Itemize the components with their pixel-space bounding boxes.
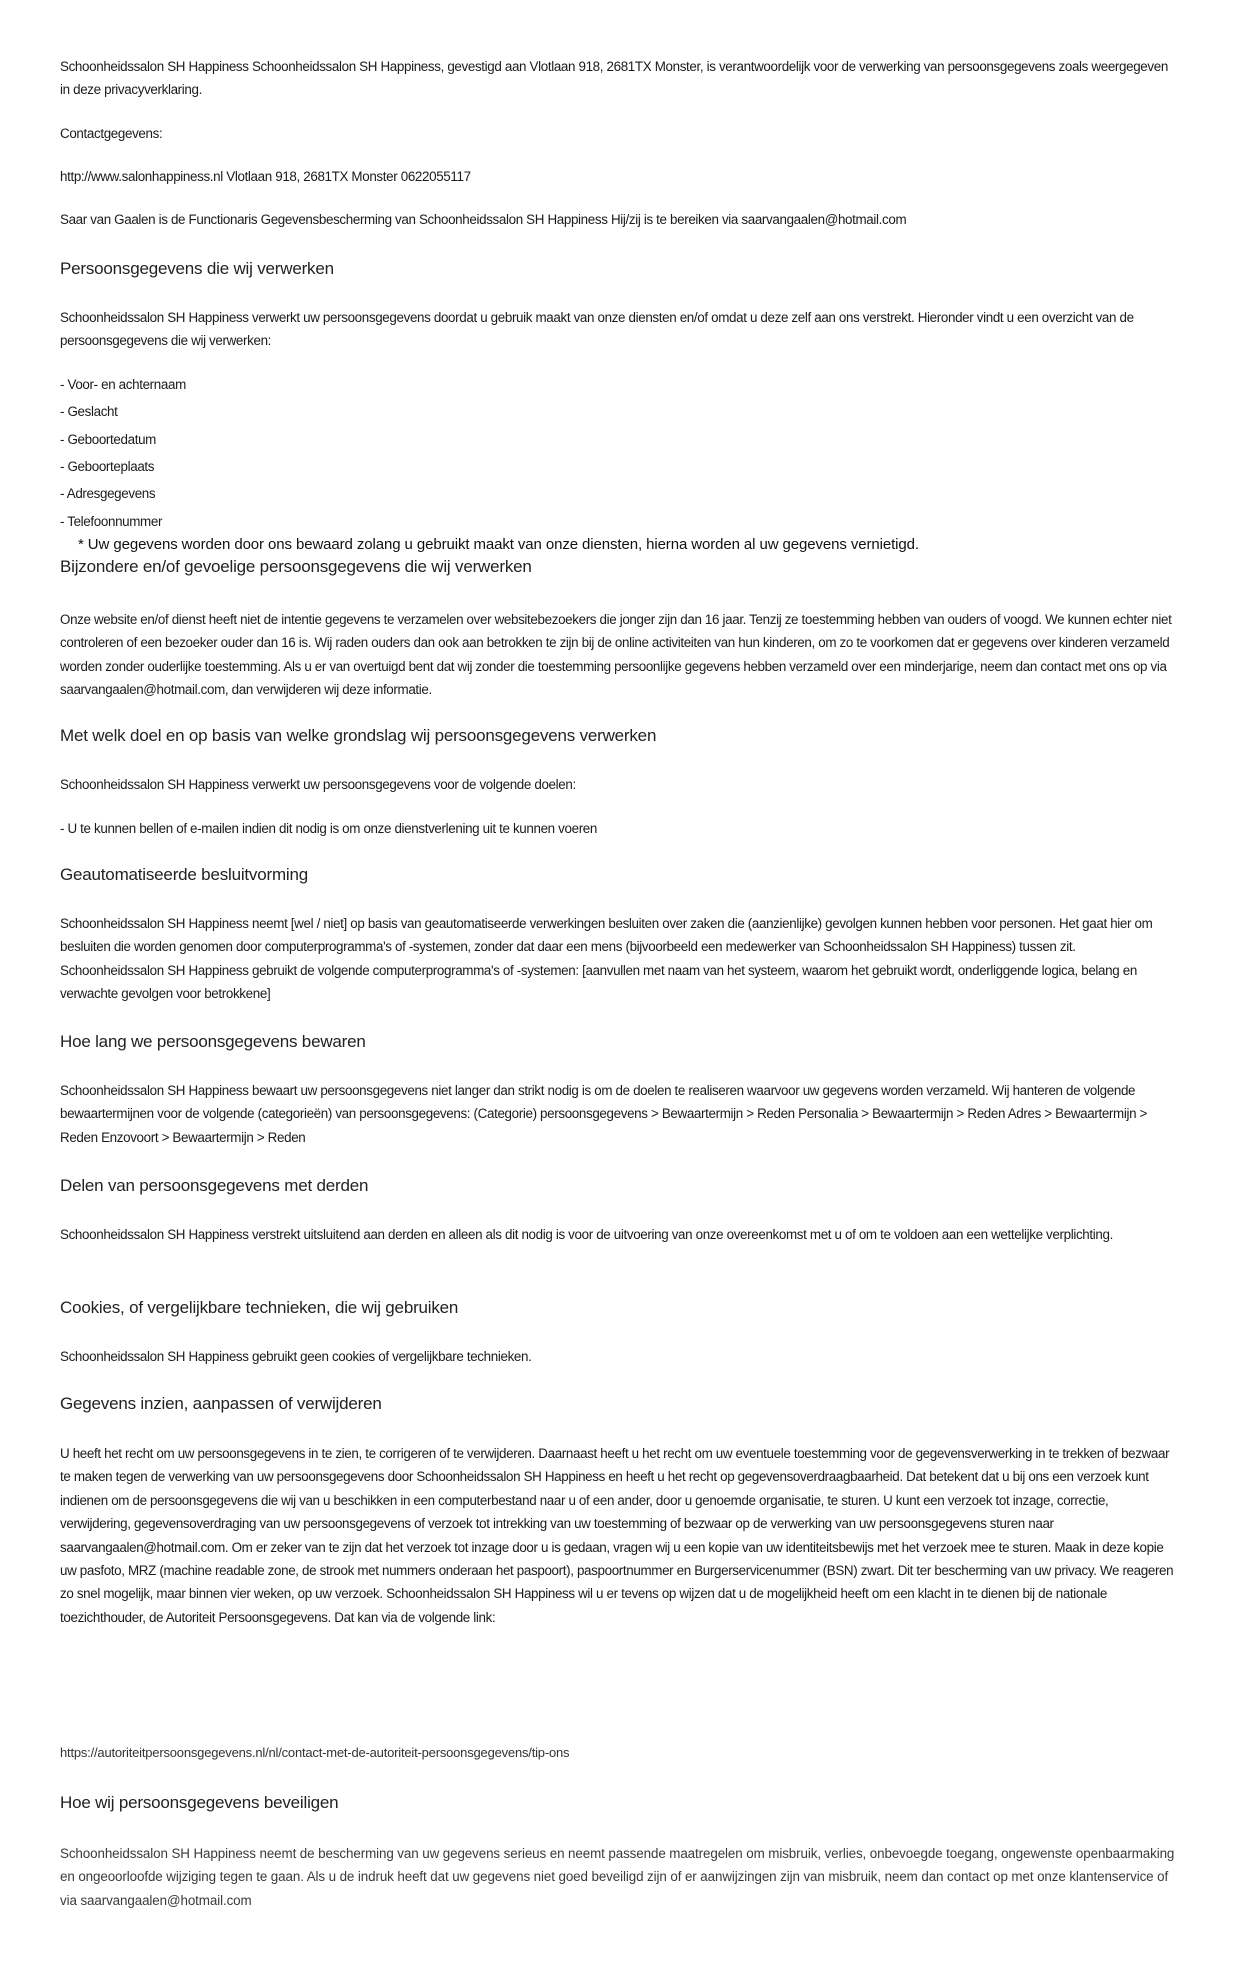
heading-automated-decisions: Geautomatiseerde besluitvorming bbox=[60, 865, 308, 884]
automated-decisions-paragraph: Schoonheidssalon SH Happiness neemt [wel / niet] op basis van geautomatiseerde verwerkingen besluiten over zaken die (aanzienlijke) gevolgen kunnen hebben voor personen. Het gaat hier om besluiten die worden genomen door computerprogramma's of -systemen, zonder dat daar een mens (bijvoorbeeld een medewerker van Schoonheidssalon SH Happiness) tussen zit. Schoonheidssalon SH Happiness gebruikt de volgende computerprogramma's of -systemen: [aanvullen met naam van het systeem, waarom het gebruikt wordt, onderliggende logica, belang en verwachte gevolgen voor betrokkene] bbox=[60, 916, 1153, 1002]
list-item: - Telefoonnummer bbox=[60, 514, 163, 529]
heading-security: Hoe wij persoonsgegevens beveiligen bbox=[60, 1793, 339, 1812]
list-item: - Voor- en achternaam bbox=[60, 377, 186, 392]
personal-data-paragraph: Schoonheidssalon SH Happiness verwerkt uw persoonsgegevens doordat u gebruik maakt van onze diensten en/of omdat u deze zelf aan ons verstrekt. Hieronder vindt u een overzicht van de persoonsgegevens die wij verwerken: bbox=[60, 310, 1134, 349]
list-item: - Geboortedatum bbox=[60, 432, 156, 447]
contact-details: http://www.salonhappiness.nl Vlotlaan 918, 2681TX Monster 0622055117 bbox=[60, 169, 471, 184]
contact-label: Contactgegevens: bbox=[60, 126, 163, 141]
heading-sharing: Delen van persoonsgegevens met derden bbox=[60, 1176, 369, 1195]
retention-paragraph: Schoonheidssalon SH Happiness bewaart uw persoonsgegevens niet langer dan strikt nodig is om de doelen te realiseren waarvoor uw gegevens worden verzameld. Wij hanteren de volgende bewaartermijnen voor de volgende (categorieën) van persoonsgegevens: (Categorie) persoonsgegevens > Bewaartermijn > Reden Personalia > Bewaartermijn > Reden Adres > Bewaartermijn > Reden Enzovoort > Bewaartermijn > Reden bbox=[60, 1083, 1148, 1145]
heading-purpose: Met welk doel en op basis van welke grondslag wij persoonsgegevens verwerken bbox=[60, 726, 657, 745]
list-item: - Geboorteplaats bbox=[60, 459, 155, 474]
data-protection-officer: Saar van Gaalen is de Functionaris Gegevensbescherming van Schoonheidssalon SH Happiness Hij/zij is te bereiken via saarvangaalen@hotmail.com bbox=[60, 212, 907, 227]
purpose-item: - U te kunnen bellen of e-mailen indien dit nodig is om onze dienstverlening uit te kunnen voeren bbox=[60, 821, 597, 836]
heading-retention: Hoe lang we persoonsgegevens bewaren bbox=[60, 1032, 366, 1051]
cookies-paragraph: Schoonheidssalon SH Happiness gebruikt geen cookies of vergelijkbare technieken. bbox=[60, 1349, 532, 1364]
heading-cookies: Cookies, of vergelijkbare technieken, die wij gebruiken bbox=[60, 1298, 459, 1317]
retention-note: * Uw gegevens worden door ons bewaard zolang u gebruikt maakt van onze diensten, hierna worden al uw gegevens vernietigd. bbox=[78, 536, 919, 553]
heading-rights: Gegevens inzien, aanpassen of verwijderen bbox=[60, 1394, 382, 1413]
sensitive-data-paragraph: Onze website en/of dienst heeft niet de intentie gegevens te verzamelen over websitebezoekers die jonger zijn dan 16 jaar. Tenzij ze toestemming hebben van ouders of voogd. We kunnen echter niet controleren of een bezoeker ouder dan 16 is. Wij raden ouders dan ook aan betrokken te zijn bij de online activiteiten van hun kinderen, om zo te voorkomen dat er gegevens over kinderen verzameld worden zonder ouderlijke toestemming. Als u er van overtuigd bent dat wij zonder die toestemming persoonlijke gegevens hebben verzameld over een minderjarige, neem dan contact met ons op via saarvangaalen@hotmail.com, dan verwijderen wij deze informatie. bbox=[60, 612, 1172, 698]
heading-personal-data: Persoonsgegevens die wij verwerken bbox=[60, 259, 334, 278]
list-item: - Adresgegevens bbox=[60, 486, 156, 501]
list-item: - Geslacht bbox=[60, 404, 118, 419]
rights-paragraph: U heeft het recht om uw persoonsgegevens in te zien, te corrigeren of te verwijderen. Daarnaast heeft u het recht om uw eventuele toestemming voor de gegevensverwerking in te trekken of bezwaar te maken tegen de verwerking van uw persoonsgegevens door Schoonheidssalon SH Happiness en heeft u het recht op gegevensoverdraagbaarheid. Dat betekent dat u bij ons een verzoek kunt indienen om de persoonsgegevens die wij van u beschikken in een computerbestand naar u of een ander, door u genoemde organisatie, te sturen. U kunt een verzoek tot inzage, correctie, verwijdering, gegevensoverdraging van uw persoonsgegevens of verzoek tot intrekking van uw toestemming of bezwaar op de verwerking van uw persoonsgegevens sturen naar saarvangaalen@hotmail.com. Om er zeker van te zijn dat het verzoek tot inzage door u is gedaan, vragen wij u een kopie van uw identiteitsbewijs met het verzoek mee te sturen. Maak in deze kopie uw pasfoto, MRZ (machine readable zone, de strook met nummers onderaan het paspoort), paspoortnummer en Burgerservicenummer (BSN) zwart. Dit ter bescherming van uw privacy. We reageren zo snel mogelijk, maar binnen vier weken, op uw verzoek. Schoonheidssalon SH Happiness wil u er tevens op wijzen dat u de mogelijkheid heeft om een klacht in te dienen bij de nationale toezichthouder, de Autoriteit Persoonsgegevens. Dat kan via de volgende link: bbox=[60, 1446, 1174, 1625]
heading-sensitive-data: Bijzondere en/of gevoelige persoonsgegevens die wij verwerken bbox=[60, 557, 532, 576]
intro-paragraph: Schoonheidssalon SH Happiness Schoonheidssalon SH Happiness, gevestigd aan Vlotlaan 918, 2681TX Monster, is verantwoordelijk voor de verwerking van persoonsgegevens zoals weergegeven in deze privacyverklaring. bbox=[60, 59, 1168, 98]
purpose-paragraph: Schoonheidssalon SH Happiness verwerkt uw persoonsgegevens voor de volgende doelen: bbox=[60, 777, 576, 792]
sharing-paragraph: Schoonheidssalon SH Happiness verstrekt uitsluitend aan derden en alleen als dit nodig is voor de uitvoering van onze overeenkomst met u of om te voldoen aan een wettelijke verplichting. bbox=[60, 1227, 1113, 1242]
security-paragraph: Schoonheidssalon SH Happiness neemt de bescherming van uw gegevens serieus en neemt passende maatregelen om misbruik, verlies, onbevoegde toegang, ongewenste openbaarmaking en ongeoorloofde wijziging tegen te gaan. Als u de indruk heeft dat uw gegevens niet goed beveiligd zijn of er aanwijzingen zijn van misbruik, neem dan contact op met onze klantenservice of via saarvangaalen@hotmail.com bbox=[60, 1846, 1175, 1908]
authority-link[interactable]: https://autoriteitpersoonsgegevens.nl/nl/contact-met-de-autoriteit-persoonsgegevens/tip-ons bbox=[60, 1745, 570, 1760]
